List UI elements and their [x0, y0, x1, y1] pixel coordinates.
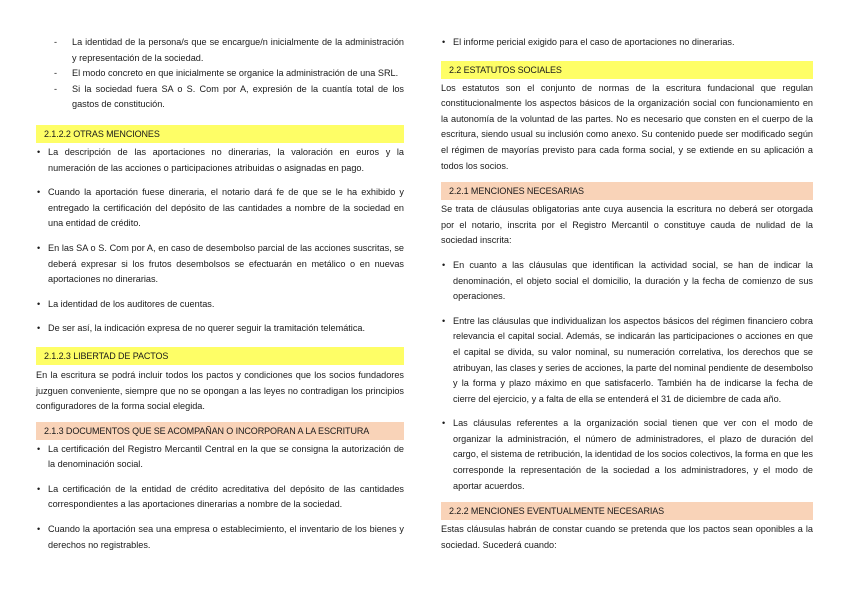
- left-column: [36, 0, 404, 553]
- right-column: [441, 0, 813, 553]
- libertad-pactos-text: En la escritura se podrá incluir todos los pactos y condiciones que los socios fundadores juzguen conveniente, siempre que no se opongan a las leyes no contradigan los principios configuradores de la forma social elegida.: [36, 369, 404, 412]
- list-item: • En las SA o S. Com por A, en caso de desembolso parcial de las acciones suscritas, se deberá expresar si los frutos desembolsos se efectuarán en metálico o en nuevas aportaciones no dinerarias.: [37, 242, 404, 285]
- dash-item: - El modo concreto en que inicialmente se organice la administración de una SRL.: [54, 68, 399, 79]
- section-heading-documentos: 2.1.3 DOCUMENTOS QUE SE ACOMPAÑAN O INCORPORAN A LA ESCRITURA: [36, 422, 404, 440]
- otras-menciones-list: [36, 145, 404, 337]
- list-item: • El informe pericial exigido para el caso de aportaciones no dinerarias.: [442, 37, 735, 47]
- section-heading-estatutos: 2.2 ESTATUTOS SOCIALES: [441, 61, 813, 79]
- list-item: • Cuando la aportación sea una empresa o establecimiento, el inventario de los bienes y derechos no registrables.: [37, 524, 404, 550]
- list-item: • La descripción de las aportaciones no dinerarias, la valoración en euros y la numeración de las acciones o participaciones atribuidas o asignadas en pago.: [37, 146, 404, 173]
- section-heading-libertad-pactos: 2.1.2.3 LIBERTAD DE PACTOS: [36, 347, 404, 365]
- dash-list: [36, 35, 404, 113]
- list-item: • La identidad de los auditores de cuentas.: [37, 298, 215, 309]
- list-item: • Entre las cláusulas que individualizan los aspectos básicos del régimen financiero cobra relevancia el capital social. Además, se indicarán las participaciones o acciones en que el capital se divida, su valor nominal, su numeración correlativa, los derechos que se atribuyan, las clases y series de acciones, la parte del nominal pendiente de desembolso y la forma y plazo máximo en que satisfacerlo. También ha de indicarse la fecha de cierre del ejercicio, y a falta de ella se entenderá el 31 de diciembre de cada año.: [442, 315, 813, 404]
- list-item: • Cuando la aportación fuese dineraria, el notario dará fe de que se le ha exhibido y entregado la certificación del depósito de las cantidades a nombre de la sociedad en una entidad de crédito.: [37, 187, 404, 229]
- list-item: • De ser así, la indicación expresa de no querer seguir la tramitación telemática.: [37, 323, 366, 334]
- estatutos-text: Los estatutos son el conjunto de normas de la escritura fundacional que regulan constitucionalmente los aspectos básicos de la organización social con funcionamiento en la autonomía de la voluntad de las partes. No es necesario que consten en el cuerpo de la escritura, siendo usual su inclusión como anexo. Su contenido puede ser modificado según el régimen de mayorías previsto para cada forma social, y se extiende en su aplicación a todos los socios.: [441, 82, 813, 171]
- list-item: • En cuanto a las cláusulas que identifican la actividad social, se han de indicar la denominación, el objeto social el domicilio, la duración y la fecha de comienzo de sus operaciones.: [442, 259, 813, 302]
- menciones-necesarias-list: [441, 258, 813, 494]
- dash-item: - La identidad de la persona/s que se encargue/n inicialmente de la administración y representación de la sociedad.: [54, 37, 404, 63]
- list-item: • Las cláusulas referentes a la organización social tienen que ver con el modo de organizar la administración, el número de administradores, el plazo de duración del cargo, el sistema de retribución, la identidad de los socios colectivos, la forma en que les corresponde la representación de la sociedad a los administradores, y el modo de aportar acuerdos.: [442, 418, 813, 491]
- menciones-necesarias-text: Se trata de cláusulas obligatorias ante cuya ausencia la escritura no deberá ser otorgada por el notario, inscrita por el Registro Mercantil o constituye cauda de nulidad de la sociedad inscrita:: [441, 204, 813, 246]
- dash-item: - Si la sociedad fuera SA o S. Com por A, expresión de la cuantía total de los gastos de constitución.: [54, 83, 404, 110]
- list-item: • La certificación del Registro Mercantil Central en la que se consigna la autorización de la denominación social.: [37, 443, 404, 470]
- section-heading-eventualmente-necesarias: 2.2.2 MENCIONES EVENTUALMENTE NECESARIAS: [441, 502, 813, 520]
- list-item: • La certificación de la entidad de crédito acreditativa del depósito de las cantidades correspondientes a las aportaciones dinerarias a nombre de la sociedad.: [37, 483, 404, 510]
- section-heading-otras-menciones: 2.1.2.2 OTRAS MENCIONES: [36, 125, 404, 143]
- documentos-list: [36, 442, 404, 554]
- eventualmente-necesarias-text: Estas cláusulas habrán de constar cuando se pretenda que los pactos sean oponibles a la sociedad. Sucederá cuando:: [441, 524, 813, 550]
- section-heading-menciones-necesarias: 2.2.1 MENCIONES NECESARIAS: [441, 182, 813, 200]
